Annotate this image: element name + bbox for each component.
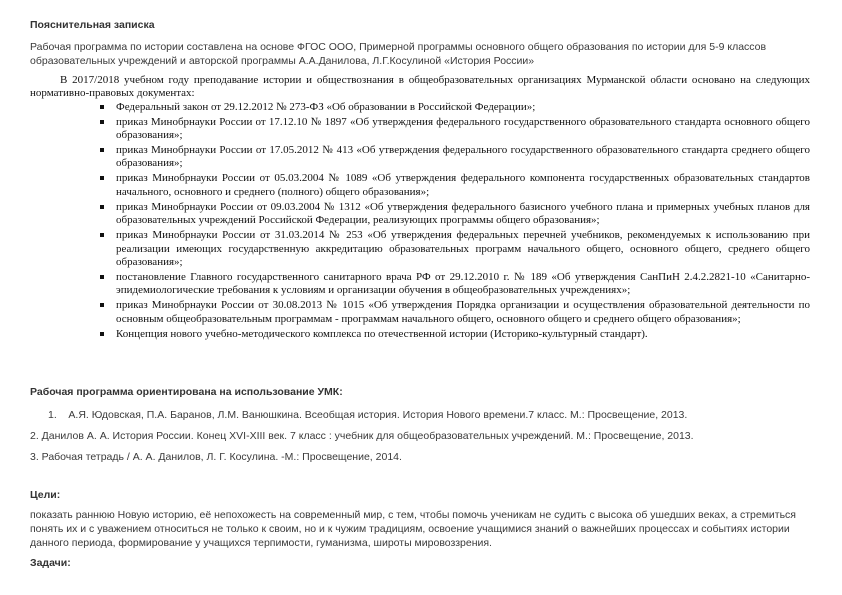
square-bullet-icon xyxy=(100,148,104,152)
square-bullet-icon xyxy=(100,233,104,237)
list-item: Федеральный закон от 29.12.2012 № 273-ФЗ «Об образовании в Российской Федерации»; xyxy=(30,101,810,114)
legal-lead-paragraph: В 2017/2018 учебном году преподавание истории и обществознания в общеобразовательных организациях Мурманской области основано на следующих нормативно-правовых документах: xyxy=(30,74,810,100)
list-item: приказ Минобрнауки России от 05.03.2004 № 1089 «Об утверждения федерального компонента государственных образовательных стандартов начального, основного и среднего (полного) общего образования»; xyxy=(30,172,810,199)
list-item: постановление Главного государственного санитарного врача РФ от 29.12.2010 г. № 189 «Об утверждения СанПиН 2.4.2.2821-10 «Санитарно-эпидемиологические требования к условиям и организации обучения в общеобразовательных учреждениях»; xyxy=(30,271,810,298)
square-bullet-icon xyxy=(100,275,104,279)
square-bullet-icon xyxy=(100,332,104,336)
umk-item-3: 3. Рабочая тетрадь / А. А. Данилов, Л. Г. Косулина. -М.: Просвещение, 2014. xyxy=(30,451,402,463)
section-title: Пояснительная записка xyxy=(30,19,155,31)
square-bullet-icon xyxy=(100,105,104,109)
list-item: приказ Минобрнауки России от 30.08.2013 № 1015 «Об утверждения Порядка организации и осуществления образовательной деятельности по основным общеобразовательным программам - программам начального общего, основного общего и среднего общего образования»; xyxy=(30,299,810,326)
list-item: Концепция нового учебно-методического комплекса по отечественной истории (Историко-культурный стандарт). xyxy=(30,328,810,341)
umk-item-1: 1. А.Я. Юдовская, П.А. Баранов, Л.М. Ванюшкина. Всеобщая история. История Нового времени.7 класс. М.: Просвещение, 2013. xyxy=(48,409,688,421)
list-item: приказ Минобрнауки России от 09.03.2004 № 1312 «Об утверждения федерального базисного учебного плана и примерных учебных планов для образовательных учреждений Российской Федерации, реализующих программы общего образования»; xyxy=(30,201,810,228)
square-bullet-icon xyxy=(100,205,104,209)
umk-item-2: 2. Данилов А. А. История России. Конец XVI-XIII век. 7 класс : учебник для общеобразовательных учреждений. М.: Просвещение, 2013. xyxy=(30,430,694,442)
square-bullet-icon xyxy=(100,303,104,307)
tasks-heading: Задачи: xyxy=(30,557,71,569)
square-bullet-icon xyxy=(100,176,104,180)
goals-paragraph: показать раннюю Новую историю, её непохожесть на современный мир, с тем, чтобы помочь ученикам не судить с высока об ушедших веках, а стремиться понять их и с уважением относиться не только к своим, но и к чужим традициям, освоение учащимися знаний о важнейших процессах и событиях истории данного периода, формирование у учащихся терпимости, гуманизма, широты мировоззрения. xyxy=(30,509,796,549)
legal-documents-list xyxy=(30,101,810,341)
legal-documents-block xyxy=(30,74,810,343)
list-item: приказ Минобрнауки России от 31.03.2014 № 253 «Об утверждения федеральных перечней учебников, рекомендуемых к использованию при реализации имеющих государственную аккредитацию образовательных программ начального общего, основного общего, среднего общего образования»; xyxy=(30,229,810,269)
umk-heading: Рабочая программа ориентирована на использование УМК: xyxy=(30,386,343,398)
goals-heading: Цели: xyxy=(30,489,61,501)
list-item: приказ Минобрнауки России от 17.05.2012 № 413 «Об утверждения федерального государственного образовательного стандарта среднего общего образования»; xyxy=(30,144,810,171)
square-bullet-icon xyxy=(100,120,104,124)
intro-paragraph: Рабочая программа по истории составлена на основе ФГОС ООО, Примерной программы основного общего образования по истории для 5-9 классов образовательных учреждений и авторской программы А.А.Данилова, Л.Г.Косулиной «История России» xyxy=(30,41,767,67)
list-item: приказ Минобрнауки России от 17.12.10 № 1897 «Об утверждения федерального государственного образовательного стандарта основного общего образования»; xyxy=(30,116,810,143)
